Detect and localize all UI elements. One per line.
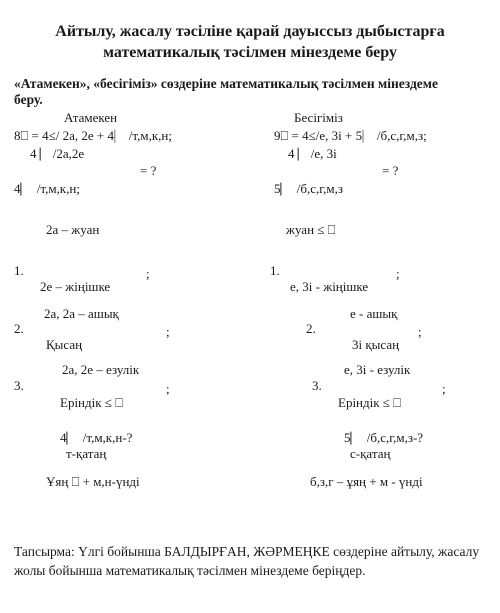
left-word: Атамекен bbox=[64, 110, 118, 125]
left-ezulik: 2а, 2е – езулік bbox=[62, 362, 140, 377]
left-semi3: ; bbox=[166, 381, 170, 396]
left-n2: 2. bbox=[14, 321, 24, 336]
left-kysan: Қысаң bbox=[46, 337, 83, 352]
left-n1: 1. bbox=[14, 263, 24, 278]
right-zhinishke: е, 3і - жіңішке bbox=[290, 279, 369, 294]
right-semi1: ; bbox=[396, 266, 400, 281]
left-semi2: ; bbox=[166, 324, 170, 339]
left-eq: = ? bbox=[140, 163, 157, 178]
left-semi1: ; bbox=[146, 266, 150, 281]
left-uyan: Ұяң ⎕ + м,н-үнді bbox=[46, 474, 140, 489]
right-semi2: ; bbox=[418, 324, 422, 339]
right-kysan: 3і қысаң bbox=[352, 337, 400, 352]
left-zhuan: 2а – жуан bbox=[46, 222, 100, 237]
left-erindik: Еріндік ≤ ⎕ bbox=[60, 395, 123, 410]
right-n3: 3. bbox=[312, 378, 322, 393]
right-line4: 5⎸ /б,с,г,м,з bbox=[274, 181, 343, 196]
left-ashyk: 2а, 2а – ашық bbox=[44, 306, 119, 321]
right-ashyk: е - ашық bbox=[350, 306, 398, 321]
instruction-line1: «Атамекен», «бесігіміз» сөздеріне математикалық тәсілмен мінездеме bbox=[14, 76, 438, 91]
right-eq: = ? bbox=[382, 163, 399, 178]
right-formula5: 5⎸ /б,с,г,м,з-? bbox=[344, 430, 424, 445]
right-katan: с-қатаң bbox=[350, 446, 391, 461]
left-formula1: 8⎕ = 4≤/ 2а, 2е + 4⎸ /т,м,к,н; bbox=[14, 128, 172, 143]
right-zhuan: жуан ≤ ⎕ bbox=[286, 222, 336, 237]
left-formula5: 4⎸ /т,м,к,н-? bbox=[60, 430, 133, 445]
right-n2: 2. bbox=[306, 321, 316, 336]
page-title-line2: математикалық тәсілмен мінездеме беру bbox=[103, 44, 397, 61]
left-n3: 3. bbox=[14, 378, 24, 393]
task-text: Тапсырма: Үлгі бойынша БАЛДЫРҒАН, ЖӘРМЕҢКЕ сөздеріне айтылу, жасалу жолы бойынша математикалық тәсілмен мінездеме беріңдер. bbox=[14, 544, 480, 578]
right-ezulik: е, 3і - езулік bbox=[344, 362, 411, 377]
page-title-line1: Айтылу, жасалу тәсіліне қарай дауыссыз дыбыстарға bbox=[55, 23, 445, 40]
right-erindik: Еріндік ≤ ⎕ bbox=[338, 395, 401, 410]
right-semi3: ; bbox=[442, 381, 446, 396]
instruction-line2: беру. bbox=[14, 92, 43, 107]
right-word: Бесігіміз bbox=[294, 110, 343, 125]
left-zhinishke: 2е – жіңішке bbox=[40, 279, 111, 294]
left-line4: 4⎸ /т,м,к,н; bbox=[14, 181, 80, 196]
right-n1: 1. bbox=[270, 263, 280, 278]
right-formula1: 9⎕ = 4≤/е, 3і + 5⎸ /б,с,г,м,з; bbox=[274, 128, 427, 143]
right-formula2: 4 ⎸/е, 3і bbox=[288, 146, 337, 161]
left-katan: т-қатаң bbox=[66, 446, 107, 461]
right-uyan: б,з,г – ұяң + м - үнді bbox=[310, 474, 423, 489]
left-formula2: 4 ⎸/2а,2е bbox=[30, 146, 85, 161]
